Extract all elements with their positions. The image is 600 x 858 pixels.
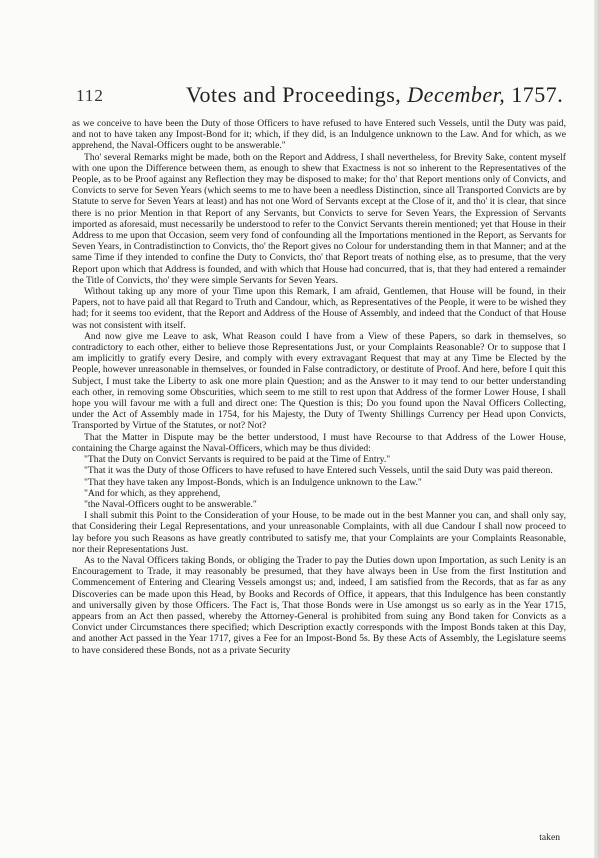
page-number: 112 (76, 86, 104, 105)
body-text (72, 118, 566, 656)
paragraph: And now give me Leave to ask, What Reason could I have from a View of these Papers, so dark in themselves, so contradictory to each other, either to believe those Representations Just, or your Complaints Reasonable? Or to suppose that I am implicitly to gratify every Desire, and comply with every extravagant Request that may at any Time be Elected by the People, however unreasonable in themselves, or founded in False contradictory, or destitute of Proof. And here, before I quit this Subject, I must take the Liberty to ask one more plain Question; and as the Answer to it may tend to our better understanding each other, in removing some Obscurities, which seem to me still to rest upon that Address of the former Lower House, I shall hope you will favour me with a full and direct one: The Question is this; Do you found upon the Naval Officers Collecting, under the Act of Assembly made in 1754, for his Majesty, the Duty of Twenty Shillings Currency per Head upon Convicts, Transported by Virtue of the Statutes, or not? Not? (72, 330, 566, 432)
running-header (70, 82, 564, 110)
paragraph: Tho' several Remarks might be made, both on the Report and Address, I shall nevertheless, for Brevity Sake, content myself with one upon the Difference between them, as enough to shew that Exactness is not so inherent to the Representatives of the People, as to be Proof against any Reflection they may be disposed to make; for tho' that Report mentions only of Convicts, and Convicts to serve for Seven Years (which seems to me to have been a needless Distinction, since all Transported Convicts are by Statute to serve for Seven Years at least) and has not one Word of Servants except at the Close of it, and tho' it is clear, that since there is no prior Mention in that Report of any Servants, but Convicts to serve for Seven Years, the Expression of Servants imported as aforesaid, must necessarily be understood to refer to the Convict Servants therein mentioned; yet that House in their Address to me upon that Occasion, seem very fond of confounding all the Importations mentioned in the Report, as Servants for Seven Years, in Contradistinction to Convicts, tho' the Report gives no Colour for understanding them in that Manner; and at the same Time if they intended to confine the Duty to Convicts, tho' that Report treats of nothing else, as to presume, that the very Report upon which that Address is founded, and with which that House had concurred, that is, that they had entered a remainder the Title of Convicts, tho' they were simple Servants for Seven Years. (72, 151, 566, 286)
quoted-line: "That it was the Duty of those Officers to have refused to have Entered such Vessels, until the said Duty was paid thereon. (84, 465, 553, 477)
paragraph: I shall submit this Point to the Consideration of your House, to be made out in the best Manner you can, and shall only say, that Considering their Legal Representations, and your unreasonable Complaints, with all due Candour I shall now proceed to lay before you such Reasons as have greatly contributed to satisfy me, that your Complaints are your Complaints Reasonable, nor their Representations Just. (72, 510, 566, 555)
paragraph: Without taking up any more of your Time upon this Remark, I am afraid, Gentlemen, that House will be found, in their Papers, not to have paid all that Regard to Truth and Candour, which, as Representatives of the People, it were to be wished they had; for it seems too evident, that the Report and Address of the House of Assembly, and indeed that the Conduct of that House was not consistent with itself. (72, 286, 566, 331)
quoted-line: "That they have taken any Impost-Bonds, which is an Indulgence unknown to the Law." (84, 476, 422, 488)
catchword: taken (539, 832, 560, 843)
page-title (186, 82, 563, 108)
title-main: Votes and Proceedings, (186, 82, 402, 107)
quoted-line: "And for which, as they apprehend, (84, 487, 221, 499)
title-year: 1757. (511, 82, 564, 107)
page-edge-shadow (594, 0, 600, 858)
paragraph: As to the Naval Officers taking Bonds, or obliging the Trader to pay the Duties down upon Importation, as such Lenity is an Encouragement to Trade, it may reasonably be presumed, that they have always been in Use from the first Institution and Commencement of Entering and Clearing Vessels amongst us; and, indeed, I am satisfied from the Records, that as far as any Discoveries can be made upon this Head, by Books and Records of Office, it appears, that this Indulgence has been constantly and universally given by those Officers. The Fact is, That those Bonds were in Use amongst us so early as in the Year 1715, appears from an Act then passed, whereby the Attorney-General is prohibited from suing any Bond taken for Convicts as a Convict under Circumstances there specified; which Description exactly corresponds with the Impost Bonds taken at this Day, and another Act passed in the Year 1717, gives a Fee for an Impost-Bond 5s. By these Acts of Assembly, the Legislature seems to have considered these Bonds, not as a private Security (72, 554, 566, 656)
title-month: December, (407, 82, 506, 107)
paragraph: That the Matter in Dispute may be the better understood, I must have Recourse to that Address of the Lower House, containing the Charge against the Naval-Officers, which may be thus divided: (72, 431, 566, 454)
quoted-line: "That the Duty on Convict Servants is required to be paid at the Time of Entry." (84, 454, 391, 466)
paragraph: as we conceive to have been the Duty of those Officers to have refused to have Entered such Vessels, until the Duty was paid, and not to have taken any Impost-Bond for it; which, if they did, is an Indulgence unknown to the Law. And for which, as we apprehend, the Naval-Officers ought to be answerable." (72, 118, 566, 152)
quoted-line: "the Naval-Officers ought to be answerable." (84, 498, 257, 510)
